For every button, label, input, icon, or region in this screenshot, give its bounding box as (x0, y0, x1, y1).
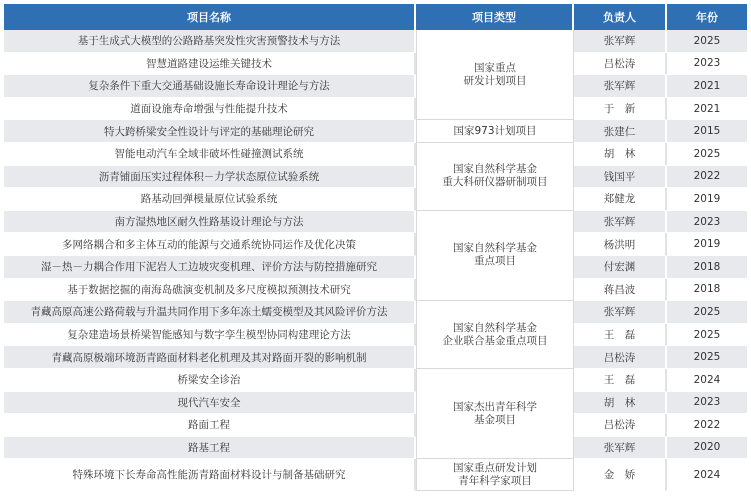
year: 2023 (667, 53, 747, 76)
year: 2025 (667, 143, 747, 166)
table-row (4, 143, 747, 166)
project-type-line: 国家自然科学基金 (453, 242, 537, 255)
project-name: 桥梁安全诊治 (4, 369, 416, 392)
year: 2025 (667, 301, 747, 324)
table-row (4, 256, 747, 279)
project-type (416, 301, 574, 369)
project-name: 青藏高原极端环境沥青路面材料老化机理及其对路面开裂的影响机制 (4, 346, 416, 369)
header-project-type: 项目类型 (416, 4, 574, 30)
year: 2025 (667, 324, 747, 347)
project-name: 湿－热－力耦合作用下泥岩人工边坡灾变机理、评价方法与防控措施研究 (4, 256, 416, 279)
person: 王 磊 (574, 324, 667, 347)
project-name: 沥青铺面压实过程体积－力学状态原位试验系统 (4, 166, 416, 189)
table-row (4, 211, 747, 234)
person: 杨洪明 (574, 233, 667, 256)
table-row (4, 53, 747, 76)
person: 张军辉 (574, 437, 667, 460)
year: 2019 (667, 233, 747, 256)
project-name: 复杂建造场景桥梁智能感知与数字孪生模型协同构建理论方法 (4, 324, 416, 347)
project-type-line: 国家重点 (474, 61, 516, 74)
table-row (4, 98, 747, 121)
project-name: 特殊环境下长寿命高性能沥青路面材料设计与制备基础研究 (4, 459, 416, 491)
project-type (416, 211, 574, 301)
person: 吕松涛 (574, 346, 667, 369)
project-name: 特大跨桥梁安全性设计与评定的基础理论研究 (4, 120, 416, 143)
table-row (4, 120, 747, 143)
year: 2022 (667, 414, 747, 437)
table-row (4, 301, 747, 324)
person: 钱国平 (574, 166, 667, 189)
person: 于 新 (574, 98, 667, 121)
year: 2022 (667, 166, 747, 189)
project-type (416, 30, 574, 120)
person: 张建仁 (574, 120, 667, 143)
table-row (4, 75, 747, 98)
person: 金 娇 (574, 459, 667, 491)
year: 2019 (667, 188, 747, 211)
project-type (416, 369, 574, 459)
person: 蒋昌波 (574, 279, 667, 302)
person: 张军辉 (574, 211, 667, 234)
project-type-line: 重点项目 (474, 255, 516, 268)
person: 胡 林 (574, 143, 667, 166)
year: 2024 (667, 459, 747, 491)
project-type-line: 企业联合基金重点项目 (442, 334, 548, 347)
project-type-line: 国家重点研发计划 (453, 461, 537, 474)
year: 2018 (667, 256, 747, 279)
year: 2025 (667, 346, 747, 369)
table-row (4, 392, 747, 415)
project-type (416, 459, 574, 491)
table-row (4, 414, 747, 437)
person: 张军辉 (574, 301, 667, 324)
header-year: 年份 (667, 4, 747, 30)
project-name: 复杂条件下重大交通基础设施长寿命设计理论与方法 (4, 75, 416, 98)
table-row (4, 30, 747, 53)
project-type-line: 重大科研仪器研制项目 (442, 176, 548, 189)
project-type-line: 国家自然科学基金 (453, 163, 537, 176)
project-name: 现代汽车安全 (4, 392, 416, 415)
year: 2015 (667, 120, 747, 143)
project-type-line: 研发计划项目 (463, 74, 527, 87)
table-row (4, 437, 747, 460)
project-type (416, 143, 574, 211)
project-name: 路基工程 (4, 437, 416, 460)
table-row (4, 324, 747, 347)
person: 郑健龙 (574, 188, 667, 211)
table-row (4, 369, 747, 392)
table-row (4, 346, 747, 369)
project-name: 多网络耦合和多主体互动的能源与交通系统协同运作及优化决策 (4, 233, 416, 256)
project-name: 路基动回弹模量原位试验系统 (4, 188, 416, 211)
project-type-line: 基金项目 (474, 413, 516, 426)
year: 2021 (667, 75, 747, 98)
project-name: 基于数据挖掘的南海岛礁演变机制及多尺度模拟预测技术研究 (4, 279, 416, 302)
person: 付宏渊 (574, 256, 667, 279)
projects-table-container (4, 4, 747, 491)
year: 2021 (667, 98, 747, 121)
project-name: 智慧道路建设运维关键技术 (4, 53, 416, 76)
project-name: 南方湿热地区耐久性路基设计理论与方法 (4, 211, 416, 234)
year: 2025 (667, 30, 747, 53)
person: 张军辉 (574, 75, 667, 98)
person: 张军辉 (574, 30, 667, 53)
project-type-line: 青年科学家项目 (458, 474, 532, 487)
table-row (4, 166, 747, 189)
table-row (4, 233, 747, 256)
table-row (4, 279, 747, 302)
project-name: 青藏高原高速公路荷载与升温共同作用下多年冻土蠕变模型及其风险评价方法 (4, 301, 416, 324)
project-name: 基于生成式大模型的公路路基突发性灾害预警技术与方法 (4, 30, 416, 53)
project-type: 国家973计划项目 (416, 120, 574, 143)
person: 胡 林 (574, 392, 667, 415)
year: 2023 (667, 211, 747, 234)
year: 2024 (667, 369, 747, 392)
project-name: 路面工程 (4, 414, 416, 437)
header-project-name: 项目名称 (4, 4, 416, 30)
year: 2020 (667, 437, 747, 460)
header-person: 负责人 (574, 4, 667, 30)
year: 2023 (667, 392, 747, 415)
projects-table (4, 4, 747, 491)
project-type-line: 国家杰出青年科学 (453, 400, 537, 413)
table-row (4, 188, 747, 211)
project-type-line: 国家自然科学基金 (453, 321, 537, 334)
person: 吕松涛 (574, 53, 667, 76)
year: 2018 (667, 279, 747, 302)
table-header-row (4, 4, 747, 30)
project-name: 道面设施寿命增强与性能提升技术 (4, 98, 416, 121)
table-row (4, 459, 747, 491)
person: 王 磊 (574, 369, 667, 392)
project-name: 智能电动汽车全域非破坏性碰撞测试系统 (4, 143, 416, 166)
person: 吕松涛 (574, 414, 667, 437)
